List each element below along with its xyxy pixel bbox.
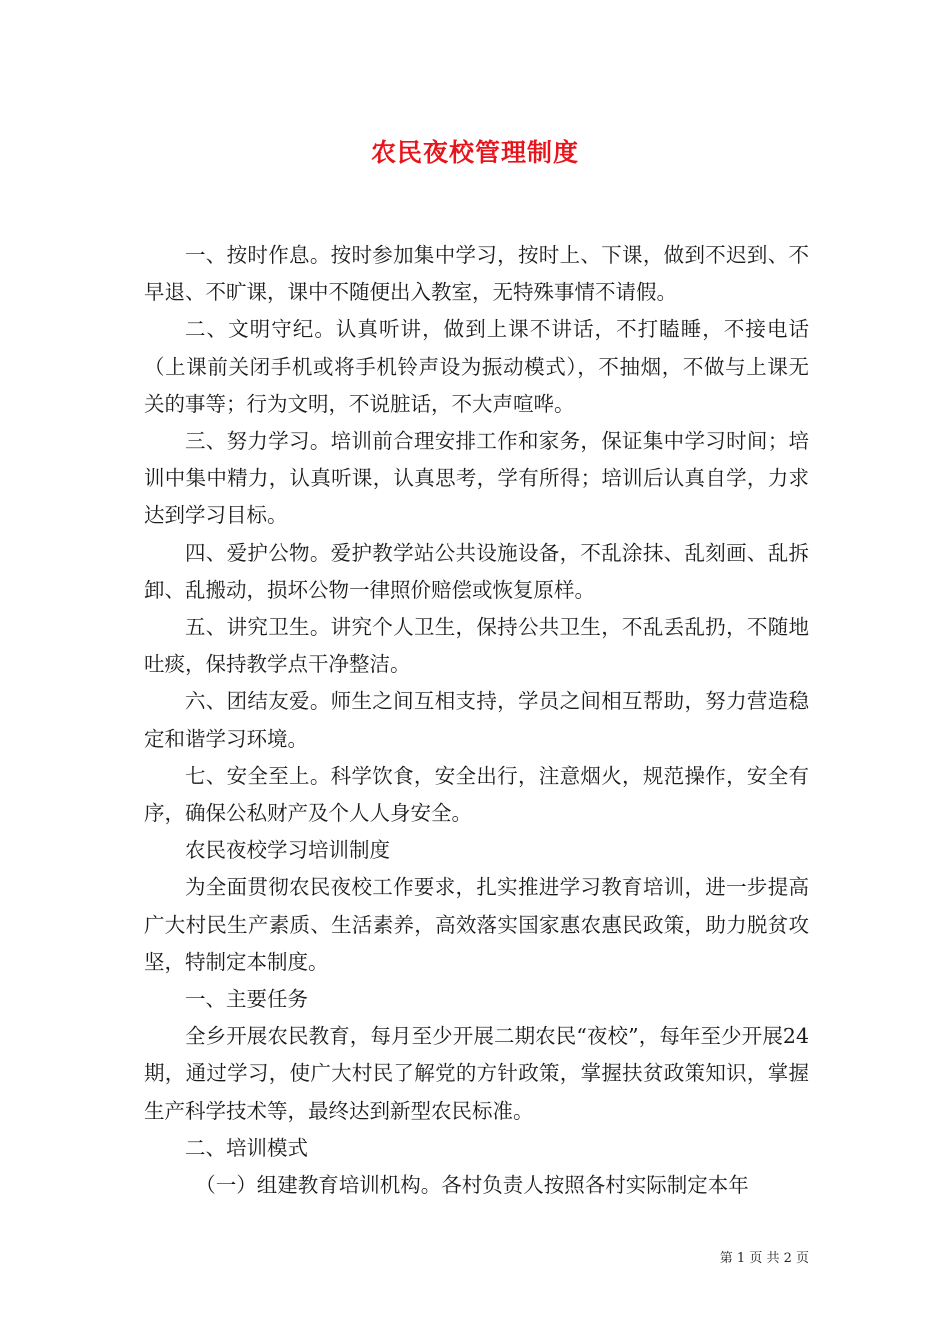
section-heading-tasks: 一、主要任务 bbox=[185, 987, 308, 1012]
section-heading-mode: 二、培训模式 bbox=[185, 1135, 308, 1160]
paragraph-mode-1: （一）组建教育培训机构。各村负责人按照各村实际制定本年 bbox=[195, 1173, 749, 1198]
document-body bbox=[144, 237, 809, 1204]
paragraph-rule-3: 三、努力学习。培训前合理安排工作和家务，保证集中学习时间；培训中集中精力，认真听课，认真思考，学有所得；培训后认真自学，力求达到学习目标。 bbox=[144, 429, 809, 528]
page-title: 农民夜校管理制度 bbox=[370, 138, 579, 167]
section-title-training: 农民夜校学习培训制度 bbox=[185, 838, 390, 863]
paragraph-rule-4: 四、爱护公物。爱护教学站公共设施设备，不乱涂抹、乱刻画、乱拆卸、乱搬动，损坏公物一律照价赔偿或恢复原样。 bbox=[144, 540, 809, 602]
paragraph-intro: 为全面贯彻农民夜校工作要求，扎实推进学习教育培训，进一步提高广大村民生产素质、生活素养，高效落实国家惠农惠民政策，助力脱贫攻坚，特制定本制度。 bbox=[144, 875, 809, 974]
paragraph-rule-6: 六、团结友爱。师生之间互相支持，学员之间相互帮助，努力营造稳定和谐学习环境。 bbox=[144, 689, 809, 751]
page-indicator: 第 1 页 共 2 页 bbox=[719, 1251, 809, 1266]
paragraph-rule-5: 五、讲究卫生。讲究个人卫生，保持公共卫生，不乱丢乱扔，不随地吐痰，保持教学点干净整洁。 bbox=[144, 615, 809, 677]
paragraph-tasks: 全乡开展农民教育，每月至少开展二期农民“夜校”，每年至少开展24期，通过学习，使广大村民了解党的方针政策，掌握扶贫政策知识，掌握生产科学技术等，最终达到新型农民标准。 bbox=[144, 1024, 809, 1123]
paragraph-rule-2: 二、文明守纪。认真听讲，做到上课不讲话，不打瞌睡，不接电话（上课前关闭手机或将手机铃声设为振动模式），不抽烟，不做与上课无关的事等；行为文明，不说脏话，不大声喧哗。 bbox=[144, 317, 809, 416]
paragraph-rule-1: 一、按时作息。按时参加集中学习，按时上、下课，做到不迟到、不早退、不旷课，课中不随便出入教室，无特殊事情不请假。 bbox=[144, 243, 809, 305]
paragraph-rule-7: 七、安全至上。科学饮食，安全出行，注意烟火，规范操作，安全有序，确保公私财产及个人人身安全。 bbox=[144, 763, 809, 826]
